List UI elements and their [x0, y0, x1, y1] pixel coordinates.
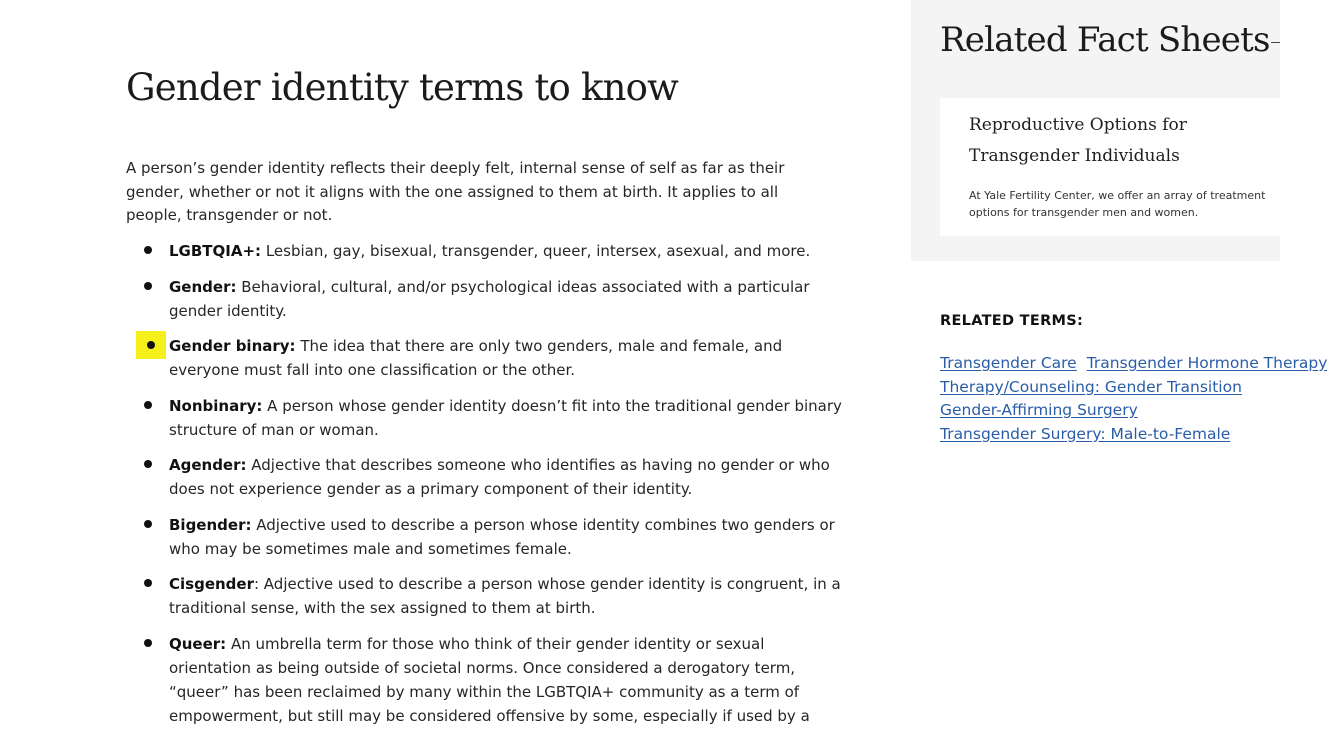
term-definition: Adjective used to describe a person whose identity combines two genders or who may be sometimes male and sometimes female.	[169, 515, 835, 558]
term-definition: Behavioral, cultural, and/or psychological ideas associated with a particular gender identity.	[169, 277, 810, 320]
term-lgbtqia	[126, 239, 846, 263]
term-name: Gender binary:	[169, 337, 296, 355]
bullet-icon	[144, 639, 152, 647]
term-name: Gender:	[169, 277, 237, 296]
related-terms-links	[940, 351, 1327, 445]
bullet-icon	[144, 401, 152, 409]
link-transgender-care[interactable]: Transgender Care	[940, 354, 1077, 372]
fact-card-description: At Yale Fertility Center, we offer an array of treatment options for transgender men and women.	[969, 189, 1266, 219]
term-name: Queer:	[169, 634, 227, 653]
term-name: Cisgender	[169, 575, 254, 593]
bullet-icon	[144, 579, 152, 587]
term-name: Nonbinary:	[169, 396, 263, 415]
term-gender	[126, 275, 846, 323]
bullet-icon	[144, 282, 152, 290]
term-definition: Lesbian, gay, bisexual, transgender, queer, intersex, asexual, and more.	[261, 242, 811, 260]
collapse-dash-icon[interactable]	[1271, 42, 1280, 43]
fact-sheet-card[interactable]	[940, 98, 1280, 236]
related-links-row	[940, 398, 1280, 422]
link-transgender-hormone-therapy[interactable]: Transgender Hormone Therapy	[1086, 354, 1327, 372]
term-cisgender	[126, 572, 846, 620]
term-definition: Adjective that describes someone who identifies as having no gender or who does not experience gender as a primary component of their identity.	[169, 456, 830, 498]
link-transgender-surgery-mtf[interactable]: Transgender Surgery: Male-to-Female	[940, 424, 1231, 443]
term-nonbinary	[126, 394, 846, 442]
link-gender-affirming-surgery[interactable]: Gender-Affirming Surgery	[940, 401, 1138, 419]
term-definition: : Adjective used to describe a person whose gender identity is congruent, in a traditional sense, with the sex assigned to them at birth.	[169, 575, 841, 617]
related-links-row	[940, 375, 1280, 399]
related-links-row	[940, 422, 1280, 446]
term-definition: A person whose gender identity doesn’t fit into the traditional gender binary structure of man or woman.	[169, 396, 842, 439]
related-fact-sheets-panel	[911, 0, 1280, 261]
terms-list	[126, 239, 846, 739]
page-title: Gender identity terms to know	[126, 66, 678, 109]
term-name: LGBTQIA+:	[169, 242, 262, 260]
term-name: Bigender:	[169, 515, 252, 534]
term-definition: An umbrella term for those who think of their gender identity or sexual orientation as being outside of societal norms. Once considered a derogatory term, “queer” has been reclaimed by many within the LGBTQIA+ community as a term of empowerment, but still may be considered offensive by some, especially if used by a	[169, 634, 810, 725]
term-gender-binary	[126, 334, 846, 382]
term-definition: The idea that there are only two genders, male and female, and everyone must fall into one classification or the other.	[169, 337, 783, 379]
related-terms-heading: RELATED TERMS:	[940, 313, 1084, 329]
term-queer	[126, 632, 846, 728]
bullet-icon	[144, 460, 152, 468]
term-bigender	[126, 513, 846, 561]
term-name: Agender:	[169, 456, 247, 474]
related-links-row	[940, 351, 1327, 375]
highlighted-bullet-icon	[136, 331, 166, 359]
sidebar-title: Related Fact Sheets	[940, 20, 1270, 60]
fact-card-title[interactable]: Reproductive Options for Transgender Individuals	[969, 115, 1187, 166]
bullet-icon	[144, 246, 152, 254]
link-therapy-counseling[interactable]: Therapy/Counseling: Gender Transition	[940, 377, 1242, 396]
term-agender	[126, 453, 846, 501]
bullet-icon	[144, 520, 152, 528]
intro-paragraph: A person’s gender identity reflects their deeply felt, internal sense of self as far as their gender, whether or not it aligns with the one assigned to them at birth. It applies to all people, transgender or not.	[126, 159, 785, 224]
